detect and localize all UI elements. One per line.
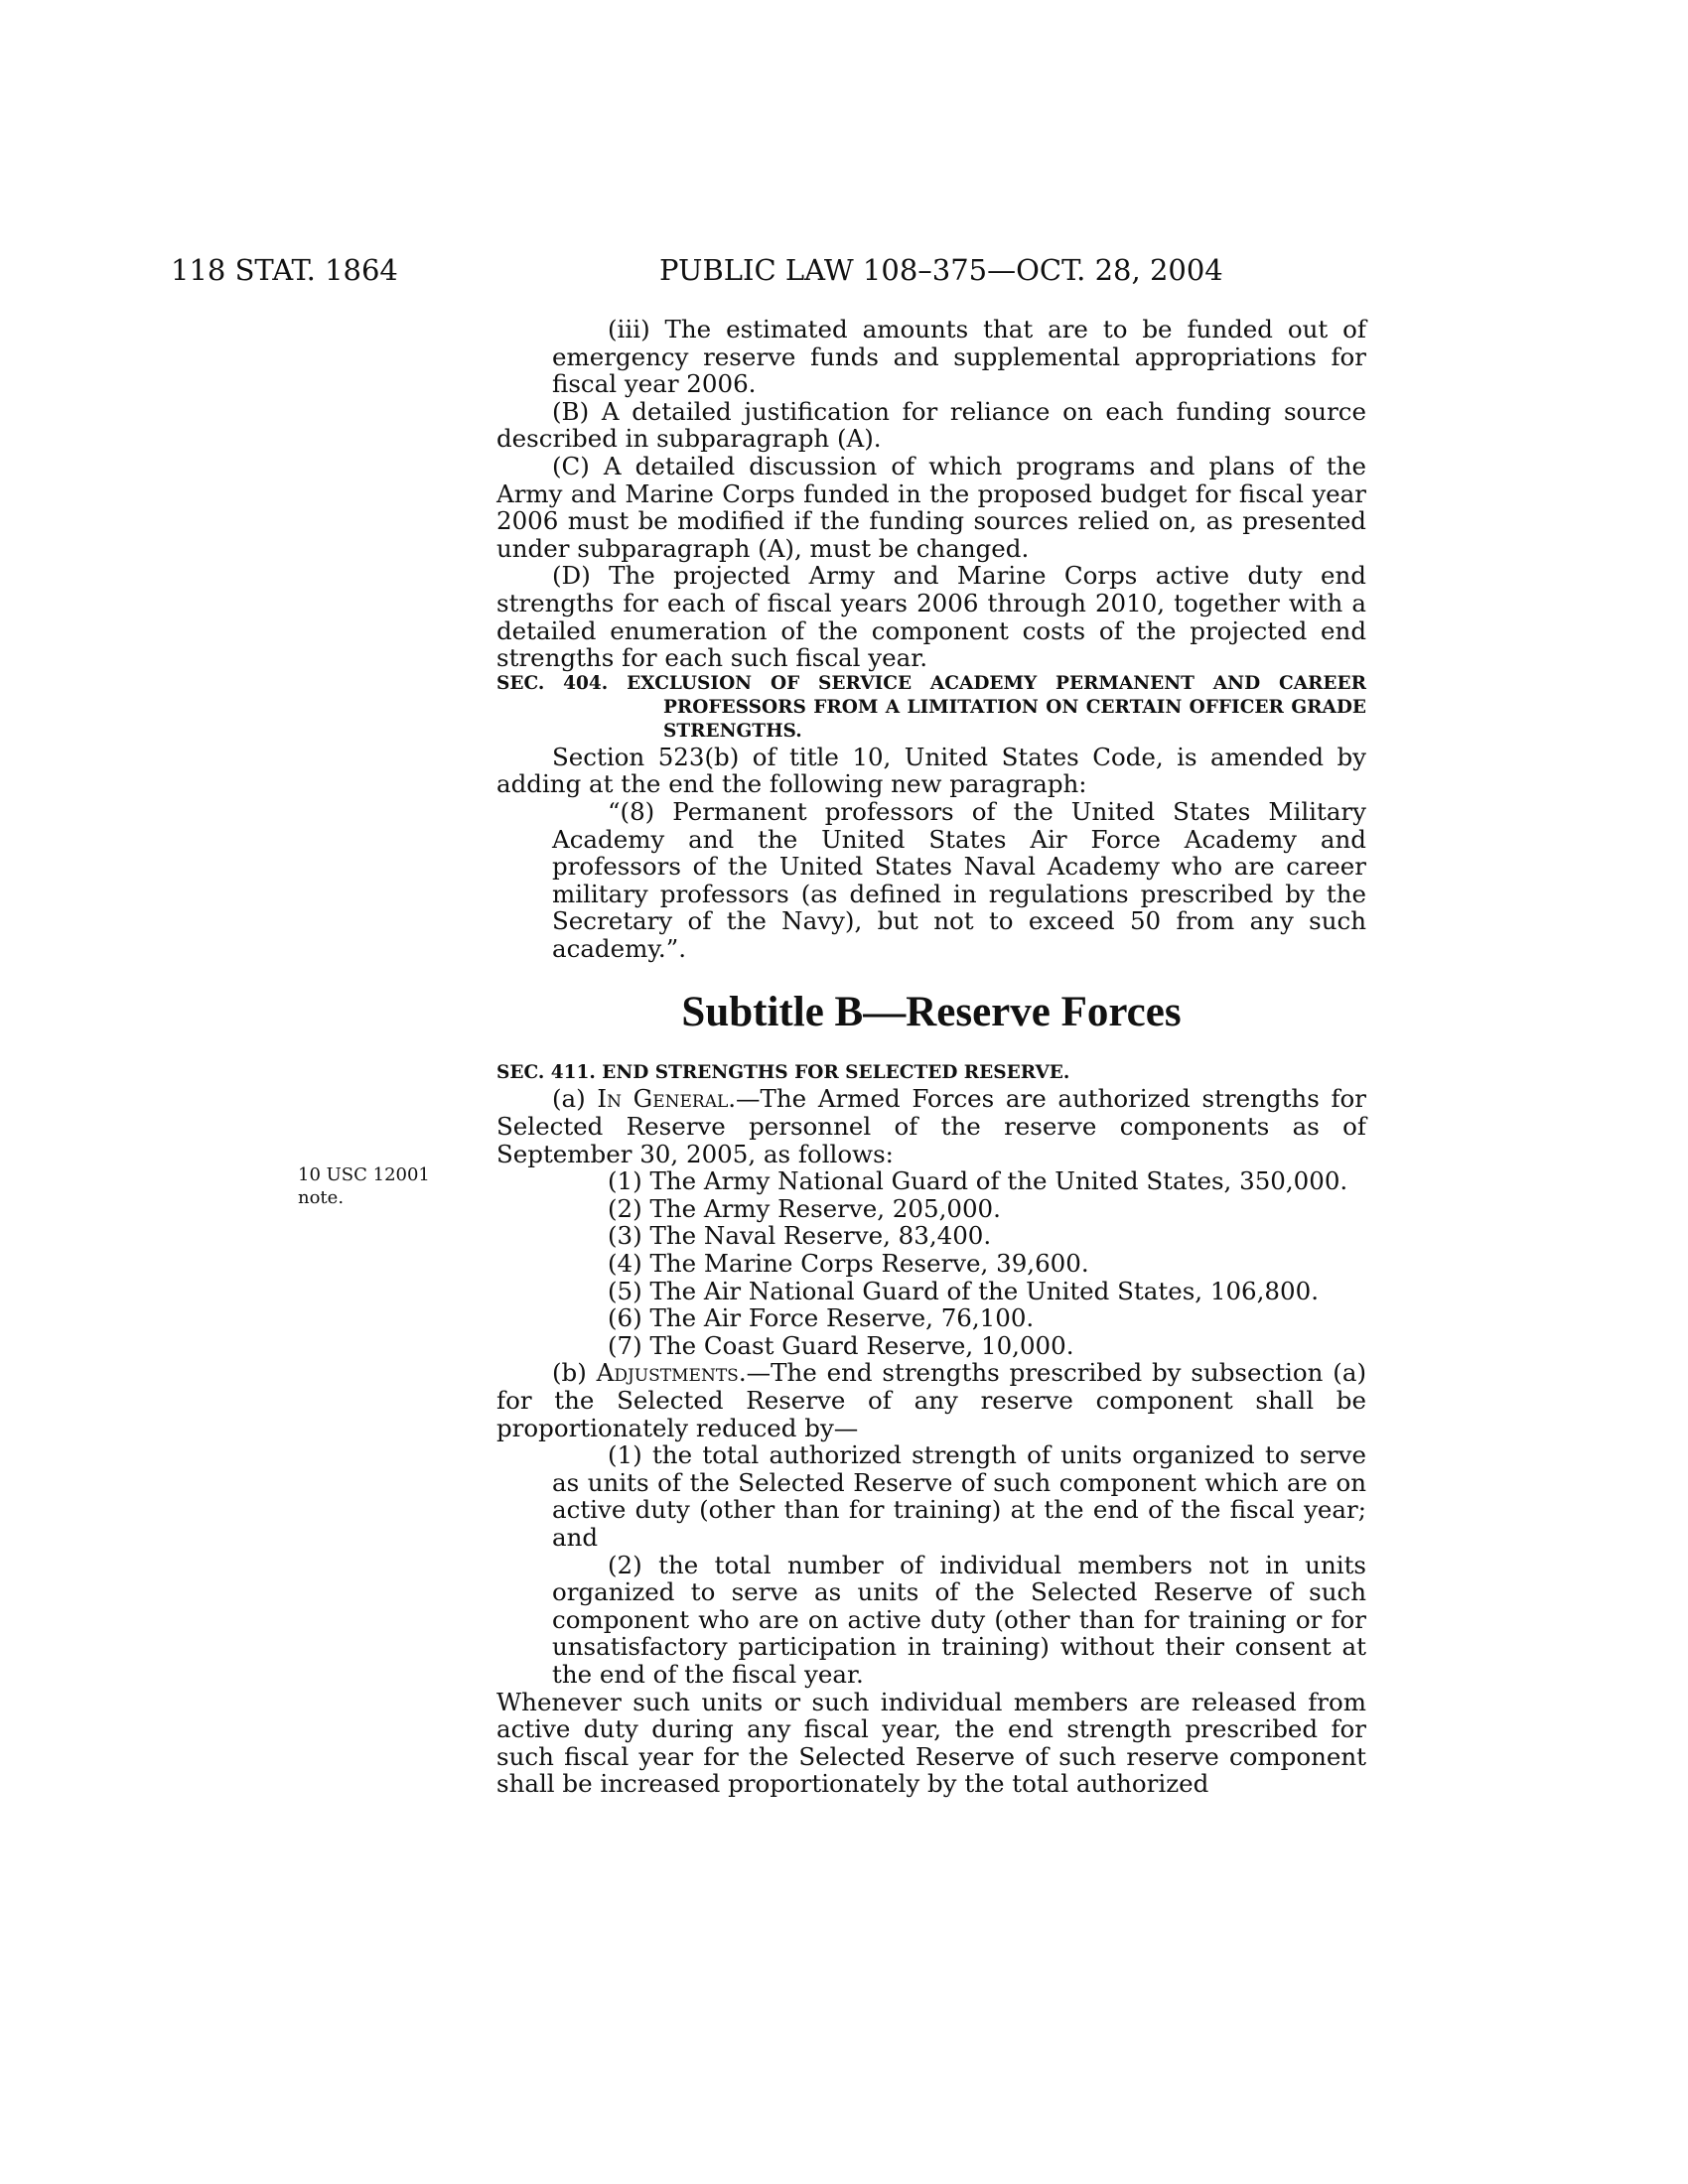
section-404-intro: Section 523(b) of title 10, United States Code, is amended by adding at the end the following new paragraph: (496, 742, 1366, 799)
subsection-a-heading: In General (597, 1084, 729, 1114)
subsection-a-label: (a) (552, 1084, 598, 1114)
list-item: (6) The Air Force Reserve, 76,100. (608, 1303, 1035, 1333)
page-header (171, 250, 1223, 290)
margin-note-citation: 10 USC 12001 (298, 1164, 430, 1185)
section-411-heading: SEC. 411. END STRENGTHS FOR SELECTED RESERVE. (496, 1062, 1070, 1084)
section-404-quoted-paragraph: “(8) Permanent professors of the United States Military Academy and the United States Air Force Academy and professors of the United States Naval Academy who are career military professors (as defined in regulations prescribed by the Secretary of the Navy), but not to exceed 50 from any such academy.”. (552, 796, 1366, 963)
paragraph-iii: (iii) The estimated amounts that are to be funded out of emergency reserve funds and supplemental appropriations for fiscal year 2006. (552, 315, 1366, 399)
document-body (496, 316, 1366, 1798)
section-404-heading: SEC. 404. EXCLUSION OF SERVICE ACADEMY PERMANENT AND CAREER PROFESSORS FROM A LIMITATION ON CERTAIN OFFICER GRADE STRENGTHS. (496, 672, 1366, 742)
list-item: (2) The Army Reserve, 205,000. (608, 1193, 1001, 1223)
margin-note-suffix: note. (298, 1187, 345, 1208)
list-item: (5) The Air National Guard of the United States, 106,800. (608, 1276, 1319, 1305)
paragraph-C: (C) A detailed discussion of which programs and plans of the Army and Marine Corps funded in the proposed budget for fiscal year 2006 must be modified if the funding sources relied on, as presented under subparagraph (A), must be changed. (496, 451, 1366, 563)
margin-note (298, 1163, 457, 1209)
subsection-a (496, 1085, 1366, 1167)
public-law-citation: PUBLIC LAW 108–375—OCT. 28, 2004 (659, 253, 1223, 287)
list-item: (3) The Naval Reserve, 83,400. (608, 1221, 992, 1251)
subsection-b-item-1: (1) the total authorized strength of units organized to serve as units of the Selected Reserve of such component which are on active duty (other than for training) at the end of the fiscal year; and (552, 1440, 1366, 1552)
list-item: (4) The Marine Corps Reserve, 39,600. (608, 1249, 1089, 1279)
subsection-b-item-2: (2) the total number of individual members not in units organized to serve as units of the Selected Reserve of such component who are on active duty (other than for training or for unsatisfactory participation in training) without their consent at the end of the fiscal year. (552, 1550, 1366, 1689)
list-item: (1) The Army National Guard of the United States, 350,000. (608, 1166, 1348, 1196)
paragraph-D: (D) The projected Army and Marine Corps active duty end strengths for each of fiscal years 2006 through 2010, together with a detailed enumeration of the component costs of the projected end strengths for each such fiscal year. (496, 561, 1366, 673)
list-item: (7) The Coast Guard Reserve, 10,000. (608, 1330, 1074, 1360)
paragraph-B: (B) A detailed justification for reliance on each funding source described in subparagraph (A). (496, 396, 1366, 454)
statute-page-number: 118 STAT. 1864 (171, 253, 398, 287)
subsection-b-text: .—The end strengths prescribed by subsection (a) for the Selected Reserve of any reserve component shall be proportionately reduced by— (496, 1358, 1367, 1442)
closing-paragraph: Whenever such units or such individual members are released from active duty during any fiscal year, the end strength prescribed for such fiscal year for the Selected Reserve of such reserve component shall be increased proportionately by the total authorized (496, 1687, 1366, 1799)
subsection-b-label: (b) (552, 1358, 597, 1388)
subsection-b-heading: Adjustments (596, 1358, 739, 1388)
subsection-b (496, 1359, 1366, 1441)
subtitle-heading: Subtitle B—Reserve Forces (681, 989, 1182, 1036)
subsection-a-text: .—The Armed Forces are authorized strengths for Selected Reserve personnel of the reserve components as of September 30, 2005, as follows: (496, 1084, 1366, 1168)
